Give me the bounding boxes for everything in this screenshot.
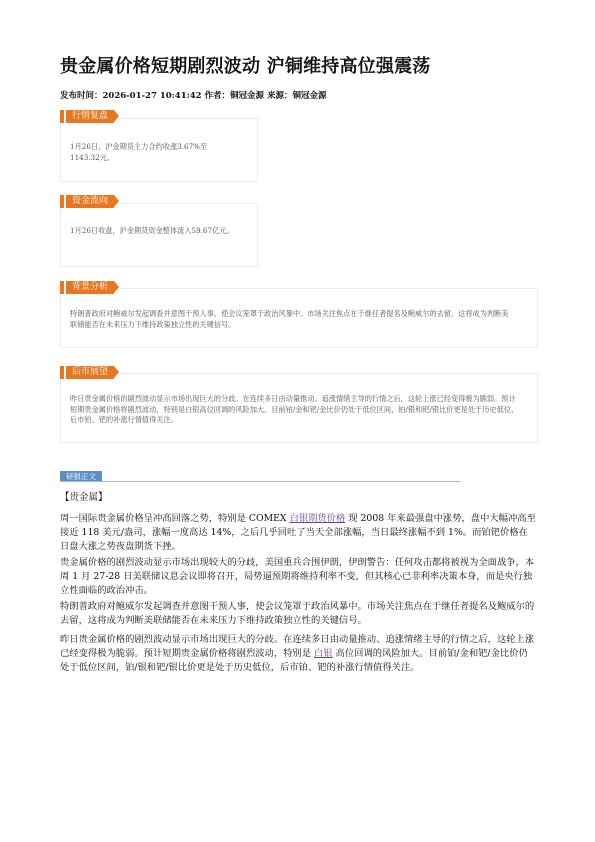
paragraph-2: 贵金属价格的剧烈波动显示市场出现较大的分歧，美国重兵合围伊朗，伊朗警告：任何攻击都将被视为全面战争，本周 1 月 27-28 日美联储议息会议即将召开，局势逼预期将维持利率不变，但其核心已非利率决策本身，而是央行独立性面临的政治冲击。 xyxy=(60,557,535,596)
paragraph-1 xyxy=(60,512,536,554)
outlook-text: 昨日贵金属价格的剧烈波动显示市场出现巨大的分歧。在连续多日由动量推动、追涨情绪主导的行情之后，这轮上涨已经变得极为脆弱。预计短期贵金属价格将剧烈波动，特别是白银高位回调的风险加大。目前铂/金和钯/金比价仍处于低位区间，铂/银和钯/银比价更是处于历史低位，后市铂、钯的补涨行情值得关注。 xyxy=(70,394,519,424)
paragraph-4-text-a: 昨日贵金属价格的剧烈波动显示市场出现巨大的分歧。在连续多日由动量推动、追涨情绪主导的行情之后，这轮上涨已经变得极为脆弱。预计短期贵金属价格将剧烈波动，特别是 xyxy=(60,634,535,659)
outlook-tag: 后市展望 xyxy=(66,366,114,379)
report-divider xyxy=(60,481,460,482)
silver-link[interactable]: 白银 xyxy=(313,648,333,659)
fund-flow-text: 1月26日收盘，沪金期货资金整体流入59.67亿元。 xyxy=(70,226,234,235)
paragraph-1-text-b: 现 2008 年来最强盘中涨势，盘中大幅冲高至接近 118 美元/盎司，涨幅一度高达 14%，之后几乎回吐了当天全部涨幅，当日最终涨幅不到 1%。而铂钯价格在日盘大涨之势夜盘期货下挫。 xyxy=(60,513,536,552)
paragraph-1-text-a: 周一国际贵金属价格呈冲高回落之势，特别是 COMEX xyxy=(60,513,290,524)
paragraph-4 xyxy=(60,633,536,675)
market-review-text: 1月26日，沪金期货主力合约收涨3.67%至1143.32元。 xyxy=(70,142,208,162)
article-meta: 发布时间：2026-01-27 10:41:42 作者：铜冠金源 来源：铜冠金源 xyxy=(60,91,327,101)
article-title: 贵金属价格短期剧烈波动 沪铜维持高位强震荡 xyxy=(60,56,431,77)
paragraph-3: 特朗普政府对鲍威尔发起调查并意图干预人事，使会议笼罩于政治风暴中。市场关注焦点在于继任者提名及鲍威尔的去留，这将成为判断美联储能否在未来压力下维持政策独立性的关键信号。 xyxy=(60,601,535,626)
section-title: 【贵金属】 xyxy=(60,492,108,503)
fund-flow-tag: 资金流向 xyxy=(66,195,114,208)
silver-futures-link[interactable]: 白银期货价格 xyxy=(289,513,346,524)
report-body-tag: 研报正文 xyxy=(60,471,102,482)
paragraph-4-text-b: 高位回调的风险加大。目前铂/金和钯/金比价仍处于低位区间，铂/银和钯/银比价更是处于历史低位，后市铂、钯的补涨行情值得关注。 xyxy=(60,648,528,673)
background-analysis-tag: 背景分析 xyxy=(66,281,114,294)
market-review-tag: 行情复盘 xyxy=(66,110,114,123)
background-analysis-text: 特朗普政府对鲍威尔发起调查并意图干预人事，使会议笼罩于政治风暴中。市场关注焦点在于继任者提名及鲍威尔的去留，这将成为判断美联储能否在未来压力下维持政策独立性的关键信号。 xyxy=(70,309,509,329)
